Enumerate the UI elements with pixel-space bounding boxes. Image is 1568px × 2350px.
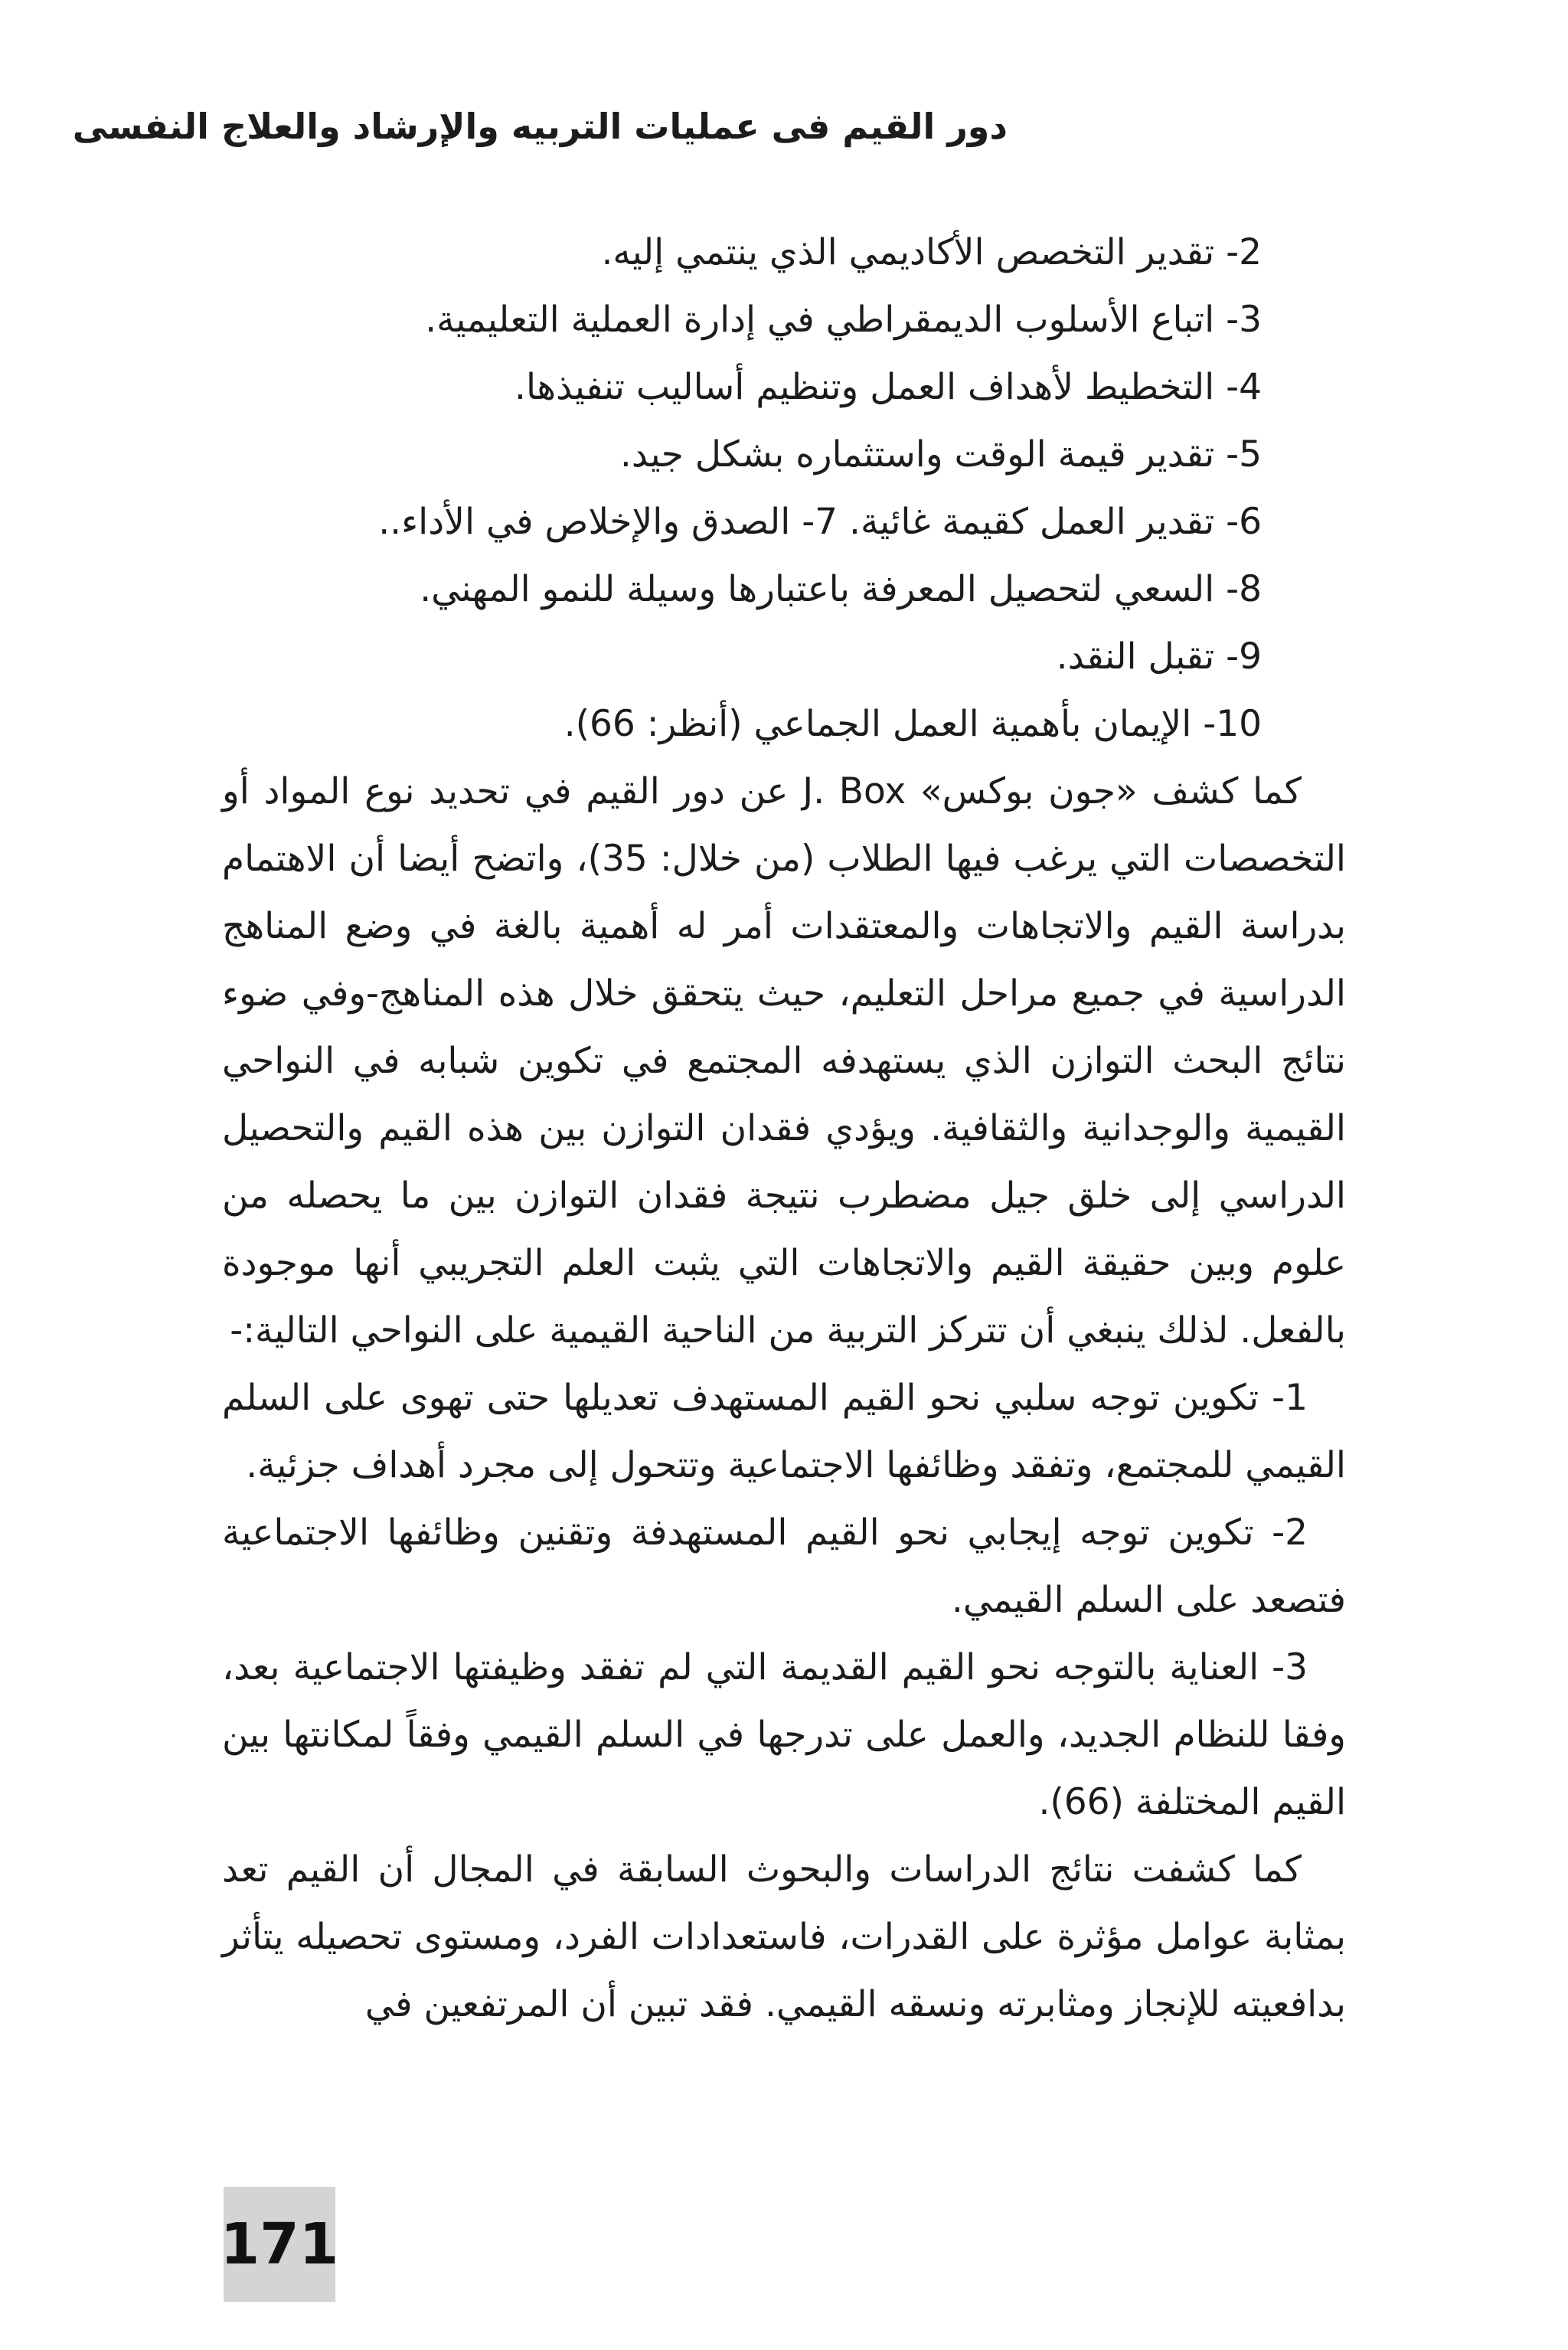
value-item: 4- التخطيط لأهداف العمل وتنظيم أساليب تنفيذها.	[514, 366, 1262, 408]
paragraph-box-study: كما كشف «جون بوكس» J. Box عن دور القيم في تحديد نوع المواد أو التخصصات التي يرغب فيها الطلاب (من خلال: 35)، واتضح أيضا أن الاهتمام بدراسة القيم والاتجاهات والمعتقدات أمر له أهمية بالغة في وضع المناهج الدراسية في جميع مراحل التعليم، حيث يتحقق خلال هذه المناهج-وفي ضوء نتائج البحث التوازن الذي يستهدفه المجتمع في تكوين شبابه في النواحي القيمية والوجدانية والثقافية. ويؤدي فقدان التوازن بين هذه القيم والتحصيل الدراسي إلى خلق جيل مضطرب نتيجة فقدان التوازن بين ما يحصله من علوم وبين حقيقة القيم والاتجاهات التي يثبت العلم التجريبي أنها موجودة بالفعل. لذلك ينبغي أن تتركز التربية من الناحية القيمية على النواحي التالية:-	[222, 770, 1346, 1351]
value-item: 2- تقدير التخصص الأكاديمي الذي ينتمي إليه.	[601, 231, 1262, 273]
value-item: 9- تقبل النقد.	[1056, 636, 1262, 678]
page-body-text	[222, 219, 1346, 2038]
page-number: 171	[224, 2187, 335, 2302]
value-item: 5- تقدير قيمة الوقت واستثماره بشكل جيد.	[619, 433, 1262, 476]
paragraph-point-2: 2- تكوين توجه إيجابي نحو القيم المستهدفة وتقنين وظائفها الاجتماعية فتصعد على السلم القيمي.	[222, 1512, 1346, 1621]
paragraph-studies-results: كما كشفت نتائج الدراسات والبحوث السابقة في المجال أن القيم تعد بمثابة عوامل مؤثرة على القدرات، فاستعدادات الفرد، ومستوى تحصيله يتأثر بدافعيته للإنجاز ومثابرته ونسقه القيمي. فقد تبين أن المرتفعين في	[222, 1848, 1346, 2025]
running-header-title: دور القيم فى عمليات التربيه والإرشاد والعلاج النفسى	[72, 106, 1008, 147]
value-item: 3- اتباع الأسلوب الديمقراطي في إدارة العملية التعليمية.	[425, 299, 1262, 341]
paragraph-point-3: 3- العناية بالتوجه نحو القيم القديمة التي لم تفقد وظيفتها الاجتماعية بعد، وفقا للنظام الجديد، والعمل على تدرجها في السلم القيمي وفقاً لمكانتها بين القيم المختلفة (66).	[222, 1646, 1346, 1823]
value-item: 8- السعي لتحصيل المعرفة باعتبارها وسيلة للنمو المهني.	[420, 568, 1262, 610]
paragraph-point-1: 1- تكوين توجه سلبي نحو القيم المستهدف تعديلها حتى تهوى على السلم القيمي للمجتمع، وتفقد وظائفها الاجتماعية وتتحول إلى مجرد أهداف جزئية.	[222, 1377, 1346, 1486]
value-item: 6- تقدير العمل كقيمة غائية. 7- الصدق والإخلاص في الأداء..	[378, 501, 1262, 543]
value-item: 10- الإيمان بأهمية العمل الجماعي (أنظر: 66).	[564, 703, 1262, 745]
